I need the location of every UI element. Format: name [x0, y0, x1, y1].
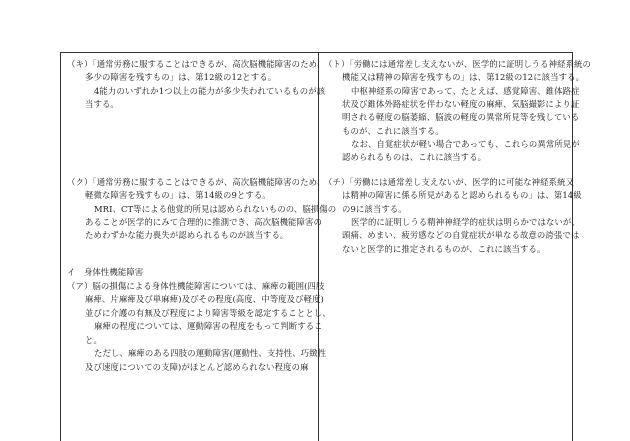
item-ki-line-4: 当する。 — [85, 99, 119, 109]
item-a-line-6: ただし、麻痺のある四肢の運動障害(運動性、支持性、巧緻性 — [94, 348, 327, 358]
item-a-line-1: （ア）脳の損傷による身体性機能障害については、麻痺の範囲(四肢 — [67, 281, 325, 291]
item-ku-line-2: 軽微な障害を残すもの」は、第14級の9とする。 — [85, 190, 271, 200]
item-to-line-7: なお、自覚症状が軽い場合であっても、これらの異常所見が — [351, 139, 580, 149]
item-ku-line-5: ためわずかな能力喪失が認められるものが該当する。 — [85, 230, 289, 240]
item-ku-line-1: （ク）「通常労務に服することはできるが、高次脳機能障害のため、 — [67, 177, 326, 187]
item-to-line-8: 認められるものは、これに該当する。 — [342, 152, 487, 162]
item-ku-line-3: MRI、CT等による他覚的所見は認められないものの、脳損傷の — [94, 204, 337, 214]
item-to-line-1: （ト）「労働には通常差し支えないが、医学的に証明しうる神経系統の — [324, 59, 592, 69]
item-to-line-6: ものが、これに該当する。 — [342, 126, 444, 136]
item-chi-line-6: ないと医学的に推定されるものが、これに該当する。 — [342, 244, 546, 254]
item-a-line-2: 麻痺、片麻痺及び単麻痺)及びその程度(高度、中等度及び軽度) — [85, 294, 324, 304]
item-ki-line-2: 多少の障害を残すもの」は、第12級の12とする。 — [85, 72, 277, 82]
item-to-line-2: 機能又は精神の障害を残すもの」は、第12級の12に該当する。 — [342, 72, 585, 82]
item-a-line-3: 並びに介護の有無及び程度により障害等級を認定することとし、 — [85, 308, 331, 318]
item-to-line-4: 状及び錐体外路症状を伴わない軽度の麻痺、気脳撮影により証 — [342, 99, 580, 109]
column-divider — [318, 52, 319, 441]
item-a-line-4: 麻痺の程度については、運動障害の程度をもって判断するこ — [94, 321, 323, 331]
section-heading: イ 身体性機能障害 — [67, 267, 144, 277]
item-chi-line-2: は精神の障害に係る所見があると認められるもの」は、第14級 — [342, 190, 582, 200]
item-ki-line-3: 4能力のいずれか1つ以上の能力が多少失われているものが該 — [94, 86, 326, 96]
item-to-line-5: 明される軽度の脳萎縮、脳波の軽度の異常所見等を残している — [342, 112, 580, 122]
item-chi-line-1: （チ）「労働には通常差し支えないが、医学的に可能な神経系統又 — [324, 177, 575, 187]
item-ki-line-1: （キ）「通常労務に服することはできるが、高次脳機能障害のため、 — [67, 59, 326, 69]
item-chi-line-4: 医学的に証明しうる精神神経学的症状は明らかではないが、 — [351, 217, 580, 227]
item-to-line-3: 中枢神経系の障害であって、たとえば、感覚障害、錐体路症 — [351, 86, 580, 96]
item-chi-line-3: の9に該当する。 — [342, 204, 407, 214]
item-a-line-5: と。 — [85, 335, 102, 345]
item-chi-line-5: 頭痛、めまい、疲労感などの自覚症状が単なる故意の誇張では — [342, 230, 580, 240]
item-ku-line-4: あることが医学的にみて合理的に推測でき、高次脳機能障害の — [85, 217, 322, 227]
item-a-line-7: 及び速度についての支障)がほとんど認められない程度の麻 — [85, 362, 309, 372]
